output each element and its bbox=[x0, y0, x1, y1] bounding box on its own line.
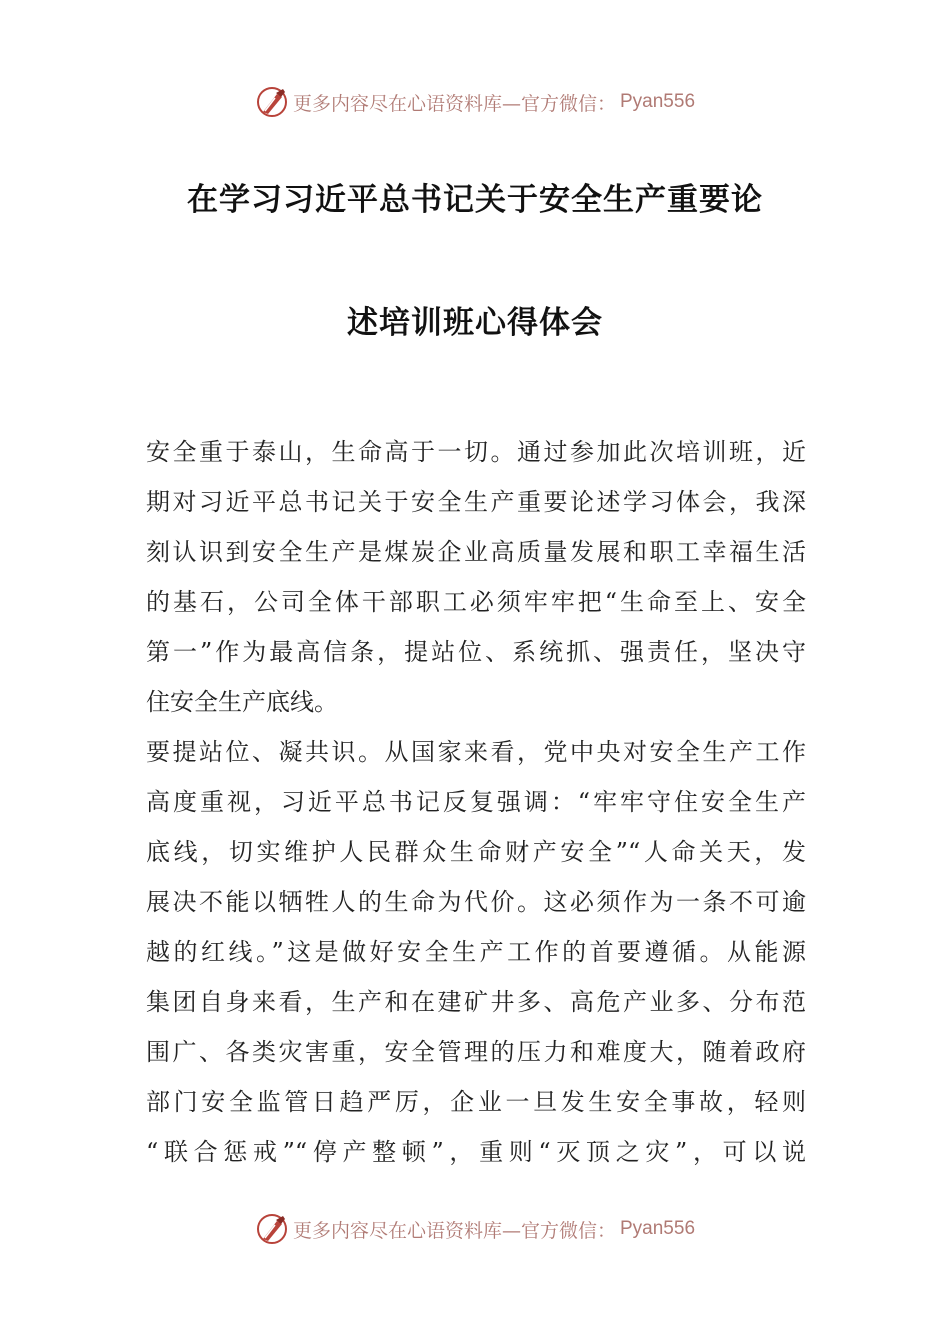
body-line: 围广、各类灾害重，安全管理的压力和难度大，随着政府 bbox=[146, 1038, 806, 1066]
body-line: 期对习近平总书记关于安全生产重要论述学习体会，我深 bbox=[146, 488, 806, 516]
body-line: 展决不能以牺牲人的生命为代价。这必须作为一条不可逾 bbox=[146, 888, 806, 916]
watermark-text: 更多内容尽在心语资料库—官方微信： bbox=[292, 92, 616, 115]
body-line: 集团自身来看，生产和在建矿井多、高危产业多、分布范 bbox=[146, 988, 806, 1016]
document-title-line-1: 在学习习近平总书记关于安全生产重要论 bbox=[187, 182, 763, 218]
body-line: 安全重于泰山，生命高于一切。通过参加此次培训班，近 bbox=[146, 438, 806, 466]
body-line: 第一”作为最高信条，提站位、系统抓、强责任，坚决守 bbox=[146, 638, 806, 666]
body-line: 越的红线。”这是做好安全生产工作的首要遵循。从能源 bbox=[146, 938, 806, 966]
body-line: “联合惩戒”“停产整顿”，重则“灭顶之灾”，可以说 bbox=[146, 1138, 806, 1166]
watermark-wechat-id: Pyan556 bbox=[620, 91, 696, 112]
body-line: 高度重视，习近平总书记反复强调：“牢牢守住安全生产 bbox=[146, 788, 806, 816]
watermark-text: 更多内容尽在心语资料库—官方微信： bbox=[292, 1219, 616, 1242]
body-line: 部门安全监管日趋严厉，企业一旦发生安全事故，轻则 bbox=[146, 1088, 806, 1116]
body-line: 住安全生产底线。 bbox=[146, 688, 338, 716]
body-line: 的基石，公司全体干部职工必须牢牢把“生命至上、安全 bbox=[146, 588, 806, 616]
pen-nib-circle-icon bbox=[255, 1212, 289, 1246]
document-title-line-2: 述培训班心得体会 bbox=[347, 305, 603, 341]
watermark-wechat-id: Pyan556 bbox=[620, 1218, 696, 1239]
body-line: 要提站位、凝共识。从国家来看，党中央对安全生产工作 bbox=[146, 738, 806, 766]
document-body bbox=[146, 427, 806, 1177]
header-watermark bbox=[0, 82, 950, 122]
body-line: 刻认识到安全生产是煤炭企业高质量发展和职工幸福生活 bbox=[146, 538, 806, 566]
body-line: 底线，切实维护人民群众生命财产安全”“人命关天，发 bbox=[146, 838, 806, 866]
footer-watermark bbox=[0, 1209, 950, 1249]
pen-nib-circle-icon bbox=[255, 85, 289, 119]
